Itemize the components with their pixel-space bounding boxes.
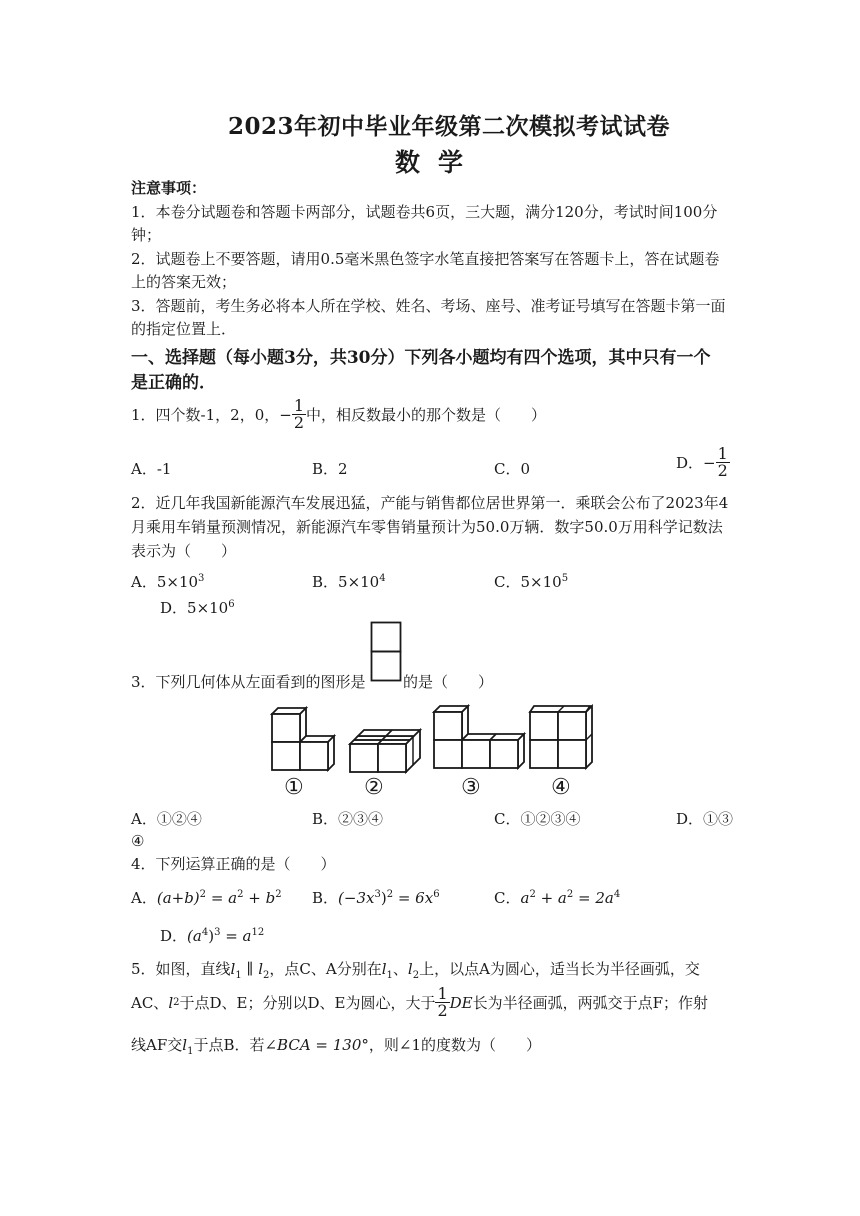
q2-a-text: A．5×10 bbox=[131, 573, 199, 591]
q5-l2a: AC、 bbox=[131, 993, 169, 1012]
q1-fraction bbox=[292, 398, 306, 431]
q4-c-exp1: 2 bbox=[529, 889, 536, 900]
q4-b-expr2: ) bbox=[380, 889, 387, 907]
q5-l2-sub: 2 bbox=[173, 996, 180, 1008]
q4-c-label: C． bbox=[494, 889, 521, 907]
q4-d-label: D． bbox=[160, 927, 188, 945]
q4-a-rhs2: + b bbox=[243, 889, 276, 907]
q4-stem: 4．下列运算正确的是（ ） bbox=[131, 855, 336, 873]
q4-a-exp: 2 bbox=[199, 889, 207, 900]
q2-c-text: C．5×10 bbox=[494, 573, 562, 591]
note-3b: 的指定位置上． bbox=[131, 320, 237, 338]
q3-option-b: B．②③④ bbox=[312, 810, 384, 828]
q5-l1-sub1: 1 bbox=[235, 970, 242, 981]
q2-option-b bbox=[312, 568, 386, 593]
q5-line2 bbox=[131, 986, 708, 1019]
q3-option-c: C．①②③④ bbox=[494, 810, 581, 828]
q4-option-c bbox=[494, 884, 620, 909]
q4-a-label: A． bbox=[131, 889, 157, 907]
q4-d-expr: (a bbox=[187, 927, 202, 945]
solid-1 bbox=[272, 708, 334, 770]
q4-d-rhs-exp: 12 bbox=[251, 927, 265, 938]
q4-a-rhs-exp2: 2 bbox=[275, 889, 282, 900]
q4-b-rhs-exp: 6 bbox=[433, 889, 440, 900]
q4-b-rhs: = 6x bbox=[393, 889, 434, 907]
note-1a: 1．本卷分试题卷和答题卡两部分，试题卷共6页，三大题，满分120分，考试时间100分 bbox=[131, 203, 718, 221]
q4-b-expr: (−3x bbox=[338, 889, 375, 907]
q4-option-a bbox=[131, 884, 282, 909]
q5-l3c: ，则∠1的度数为（ ） bbox=[368, 1036, 542, 1054]
q5-l2c: DE bbox=[449, 993, 473, 1012]
q4-a-rhs-exp1: 2 bbox=[237, 889, 244, 900]
q5-l1-sym4: l bbox=[407, 960, 413, 978]
q2-d-text: D．5×10 bbox=[160, 599, 229, 617]
q5-line1 bbox=[131, 958, 700, 987]
q5-l2b: 于点D、E；分别以D、E为圆心，大于 bbox=[179, 993, 436, 1012]
q5-l1a: 5．如图，直线 bbox=[131, 960, 231, 978]
q5-l3-sym: l bbox=[182, 1036, 188, 1054]
q5-l3-sub: 1 bbox=[187, 1046, 194, 1057]
q4-d-expr2: ) bbox=[208, 927, 215, 945]
q2-option-a bbox=[131, 568, 204, 593]
solid-label-2: ② bbox=[364, 775, 384, 800]
q3-option-a: A．①②④ bbox=[131, 810, 202, 828]
q1-option-b: B．2 bbox=[312, 460, 348, 478]
q2-a-exp: 3 bbox=[198, 573, 205, 584]
q5-l3-angle: ∠BCA = 130° bbox=[264, 1036, 369, 1054]
q1-option-a: A．-1 bbox=[131, 460, 172, 478]
q2-line3: 表示为（ ） bbox=[131, 542, 237, 560]
q2-b-text: B．5×10 bbox=[312, 573, 380, 591]
q3-inline-top-square bbox=[372, 623, 401, 652]
q4-b-exp: 2 bbox=[386, 889, 394, 900]
q4-d-exp: 3 bbox=[214, 927, 221, 938]
q1-stem-b: 中，相反数最小的那个数是（ ） bbox=[306, 405, 547, 424]
q1-stem-a: 1．四个数-1，2，0，− bbox=[131, 405, 292, 424]
solid-2 bbox=[350, 730, 420, 772]
q4-c-mid: + a bbox=[535, 889, 567, 907]
q3-inline-bottom-square bbox=[372, 652, 401, 681]
q5-l3b: 于点B．若 bbox=[193, 1036, 265, 1054]
section-1-line2: 是正确的． bbox=[131, 373, 216, 393]
q3-option-d: D．①③ bbox=[676, 810, 734, 828]
q1-d-fraction bbox=[716, 446, 730, 479]
section-1-line1: 一、选择题（每小题3分，共30分）下列各小题均有四个选项，其中只有一个 bbox=[131, 348, 711, 368]
note-2a: 2．试题卷上不要答题，请用0.5毫米黑色签字水笔直接把答案写在答题卡上，答在试题卷 bbox=[131, 250, 720, 268]
q3-option-d-wrap: ④ bbox=[131, 832, 145, 850]
q5-frac-den: 2 bbox=[437, 1001, 448, 1020]
q2-line1: 2．近几年我国新能源汽车发展迅猛，产能与销售都位居世界第一．乘联会公布了2023年4 bbox=[131, 494, 729, 512]
q1-frac-num: 1 bbox=[293, 396, 304, 415]
solid-4 bbox=[530, 706, 592, 768]
note-3a: 3．答题前，考生务必将本人所在学校、姓名、考场、座号、准考证号填写在答题卡第一面 bbox=[131, 297, 726, 315]
q4-c-exp2: 2 bbox=[566, 889, 574, 900]
q1-option-d bbox=[676, 446, 730, 479]
q2-c-exp: 5 bbox=[561, 573, 569, 584]
q4-d-inner-exp: 4 bbox=[201, 927, 209, 938]
q4-c-rhs-exp: 4 bbox=[613, 889, 621, 900]
q5-l1-sym3: l bbox=[381, 960, 387, 978]
solid-label-4: ④ bbox=[551, 775, 571, 800]
q4-c-rhs: = 2a bbox=[573, 889, 614, 907]
q3-solids-figure bbox=[266, 700, 596, 806]
q5-l1-sub3: 1 bbox=[386, 970, 393, 981]
q5-l1-sym1: l bbox=[230, 960, 236, 978]
notes-heading: 注意事项： bbox=[131, 179, 207, 197]
q4-a-rhs: = a bbox=[206, 889, 238, 907]
q5-l1-sub4: 2 bbox=[412, 970, 420, 981]
q1-d-num: 1 bbox=[717, 444, 728, 463]
q1-frac-den: 2 bbox=[293, 413, 304, 432]
q1-option-d-label: D．− bbox=[676, 453, 716, 472]
q5-l1-sym2: l bbox=[258, 960, 264, 978]
q5-l1-par: ∥ bbox=[241, 960, 259, 978]
q4-a-expr: (a+b) bbox=[156, 889, 200, 907]
q1-option-c: C．0 bbox=[494, 460, 531, 478]
solid-label-1: ① bbox=[284, 775, 304, 800]
q5-frac-num: 1 bbox=[437, 984, 448, 1003]
q2-option-d bbox=[160, 594, 235, 619]
q4-c-expr: a bbox=[520, 889, 530, 907]
q4-option-b bbox=[312, 884, 440, 909]
q5-l1-sub2: 2 bbox=[263, 970, 270, 981]
q5-l1c: 、 bbox=[392, 960, 408, 978]
q2-d-exp: 6 bbox=[228, 599, 235, 610]
solid-3 bbox=[434, 706, 524, 768]
q5-l1d: 上，以点A为圆心，适当长为半径画弧，交 bbox=[419, 960, 700, 978]
exam-title: 2023年初中毕业年级第二次模拟考试试卷 bbox=[228, 113, 671, 140]
q4-b-inner-exp: 3 bbox=[374, 889, 381, 900]
note-1b: 钟； bbox=[131, 226, 162, 244]
q4-option-d bbox=[160, 922, 264, 947]
q5-line3 bbox=[131, 1034, 541, 1063]
q5-l1b: ，点C、A分别在 bbox=[269, 960, 382, 978]
subject-title: 数学 bbox=[395, 148, 482, 177]
q4-d-rhs: = a bbox=[220, 927, 252, 945]
q1-stem bbox=[131, 398, 546, 431]
q3-inline-figure bbox=[370, 621, 402, 683]
q5-fraction bbox=[435, 986, 449, 1019]
solid-label-3: ③ bbox=[461, 775, 481, 800]
q4-b-label: B． bbox=[312, 889, 339, 907]
q2-option-c bbox=[494, 568, 568, 593]
q3-stem-a: 3．下列几何体从左面看到的图形是 bbox=[131, 673, 366, 691]
q2-b-exp: 4 bbox=[379, 573, 386, 584]
q3-stem-b: 的是（ ） bbox=[403, 673, 494, 691]
q2-line2: 月乘用车销量预测情况，新能源汽车零售销量预计为50.0万辆．数字50.0万用科学记数法 bbox=[131, 518, 723, 536]
q5-l3a: 线AF交 bbox=[131, 1036, 183, 1054]
q5-l2-sym: l bbox=[168, 993, 174, 1012]
q1-d-den: 2 bbox=[717, 461, 728, 480]
note-2b: 上的答案无效； bbox=[131, 273, 237, 291]
q5-l2d: 长为半径画弧，两弧交于点F；作射 bbox=[472, 993, 709, 1012]
